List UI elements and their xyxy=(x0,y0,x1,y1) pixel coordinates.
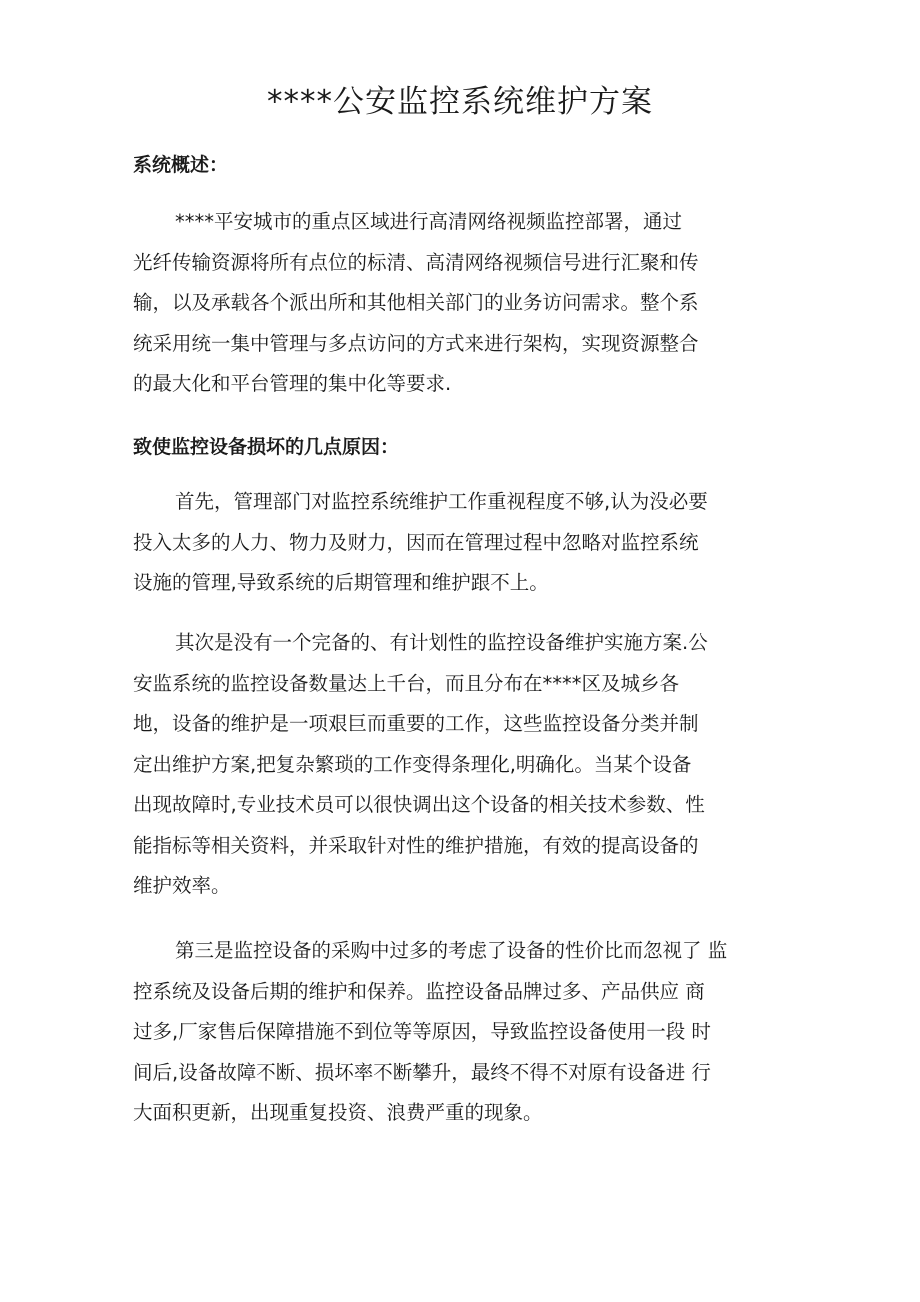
paragraph-line: 维护效率。 xyxy=(133,874,231,897)
paragraph-line: 其次是没有一个完备的、有计划性的监控设备维护实施方案.公 xyxy=(175,631,708,654)
section-heading-causes: 致使监控设备损坏的几点原因： xyxy=(133,436,400,458)
paragraph-line: 控系统及设备后期的维护和保养。监控设备品牌过多、产品供应 商 xyxy=(133,979,705,1003)
paragraph-line: 过多,厂家售后保障措施不到位等等原因，导致监控设备使用一段 时 xyxy=(133,1020,711,1043)
paragraph-cause-second xyxy=(133,623,813,907)
paragraph-line: 大面积更新，出现重复投资、浪费严重的现象。 xyxy=(133,1101,543,1124)
paragraph-cause-third xyxy=(133,931,813,1134)
paragraph-line: 定出维护方案,把复杂繁琐的工作变得条理化,明确化。当某个设备 xyxy=(133,752,692,776)
paragraph-line: 统采用统一集中管理与多点访问的方式来进行架构，实现资源整合 xyxy=(133,331,699,355)
paragraph-line: 安监系统的监控设备数量达上千台，而且分布在****区及城乡各 xyxy=(133,671,680,695)
document-title: ****公安监控系统维护方案 xyxy=(267,84,653,120)
paragraph-line: 光纤传输资源将所有点位的标清、高清网络视频信号进行汇聚和传 xyxy=(133,250,699,274)
paragraph-line: 投入太多的人力、物力及财力，因而在管理过程中忽略对监控系统 xyxy=(133,530,699,554)
paragraph-line: 第三是监控设备的采购中过多的考虑了设备的性价比而忽视了 监 xyxy=(175,939,728,962)
section-heading-overview: 系统概述： xyxy=(133,154,229,176)
paragraph-line: 输，以及承载各个派出所和其他相关部门的业务访问需求。整个系 xyxy=(133,291,699,314)
paragraph-line: 地，设备的维护是一项艰巨而重要的工作，这些监控设备分类并制 xyxy=(133,712,699,735)
paragraph-line: 首先，管理部门对监控系统维护工作重视程度不够,认为没必要 xyxy=(175,490,708,513)
paragraph-line: 出现故障时,专业技术员可以很快调出这个设备的相关技术参数、性 xyxy=(133,793,705,816)
paragraph-line: 间后,设备故障不断、损坏率不断攀升，最终不得不对原有设备进 行 xyxy=(133,1060,711,1084)
paragraph-line: ****平安城市的重点区域进行高清网络视频监控部署，通过 xyxy=(175,210,683,233)
paragraph-overview xyxy=(133,202,813,405)
paragraph-cause-first xyxy=(133,482,813,604)
paragraph-line: 能指标等相关资料，并采取针对性的维护措施，有效的提高设备的 xyxy=(133,833,699,857)
paragraph-line: 设施的管理,导致系统的后期管理和维护跟不上。 xyxy=(133,571,549,594)
paragraph-line: 的最大化和平台管理的集中化等要求. xyxy=(133,372,452,395)
